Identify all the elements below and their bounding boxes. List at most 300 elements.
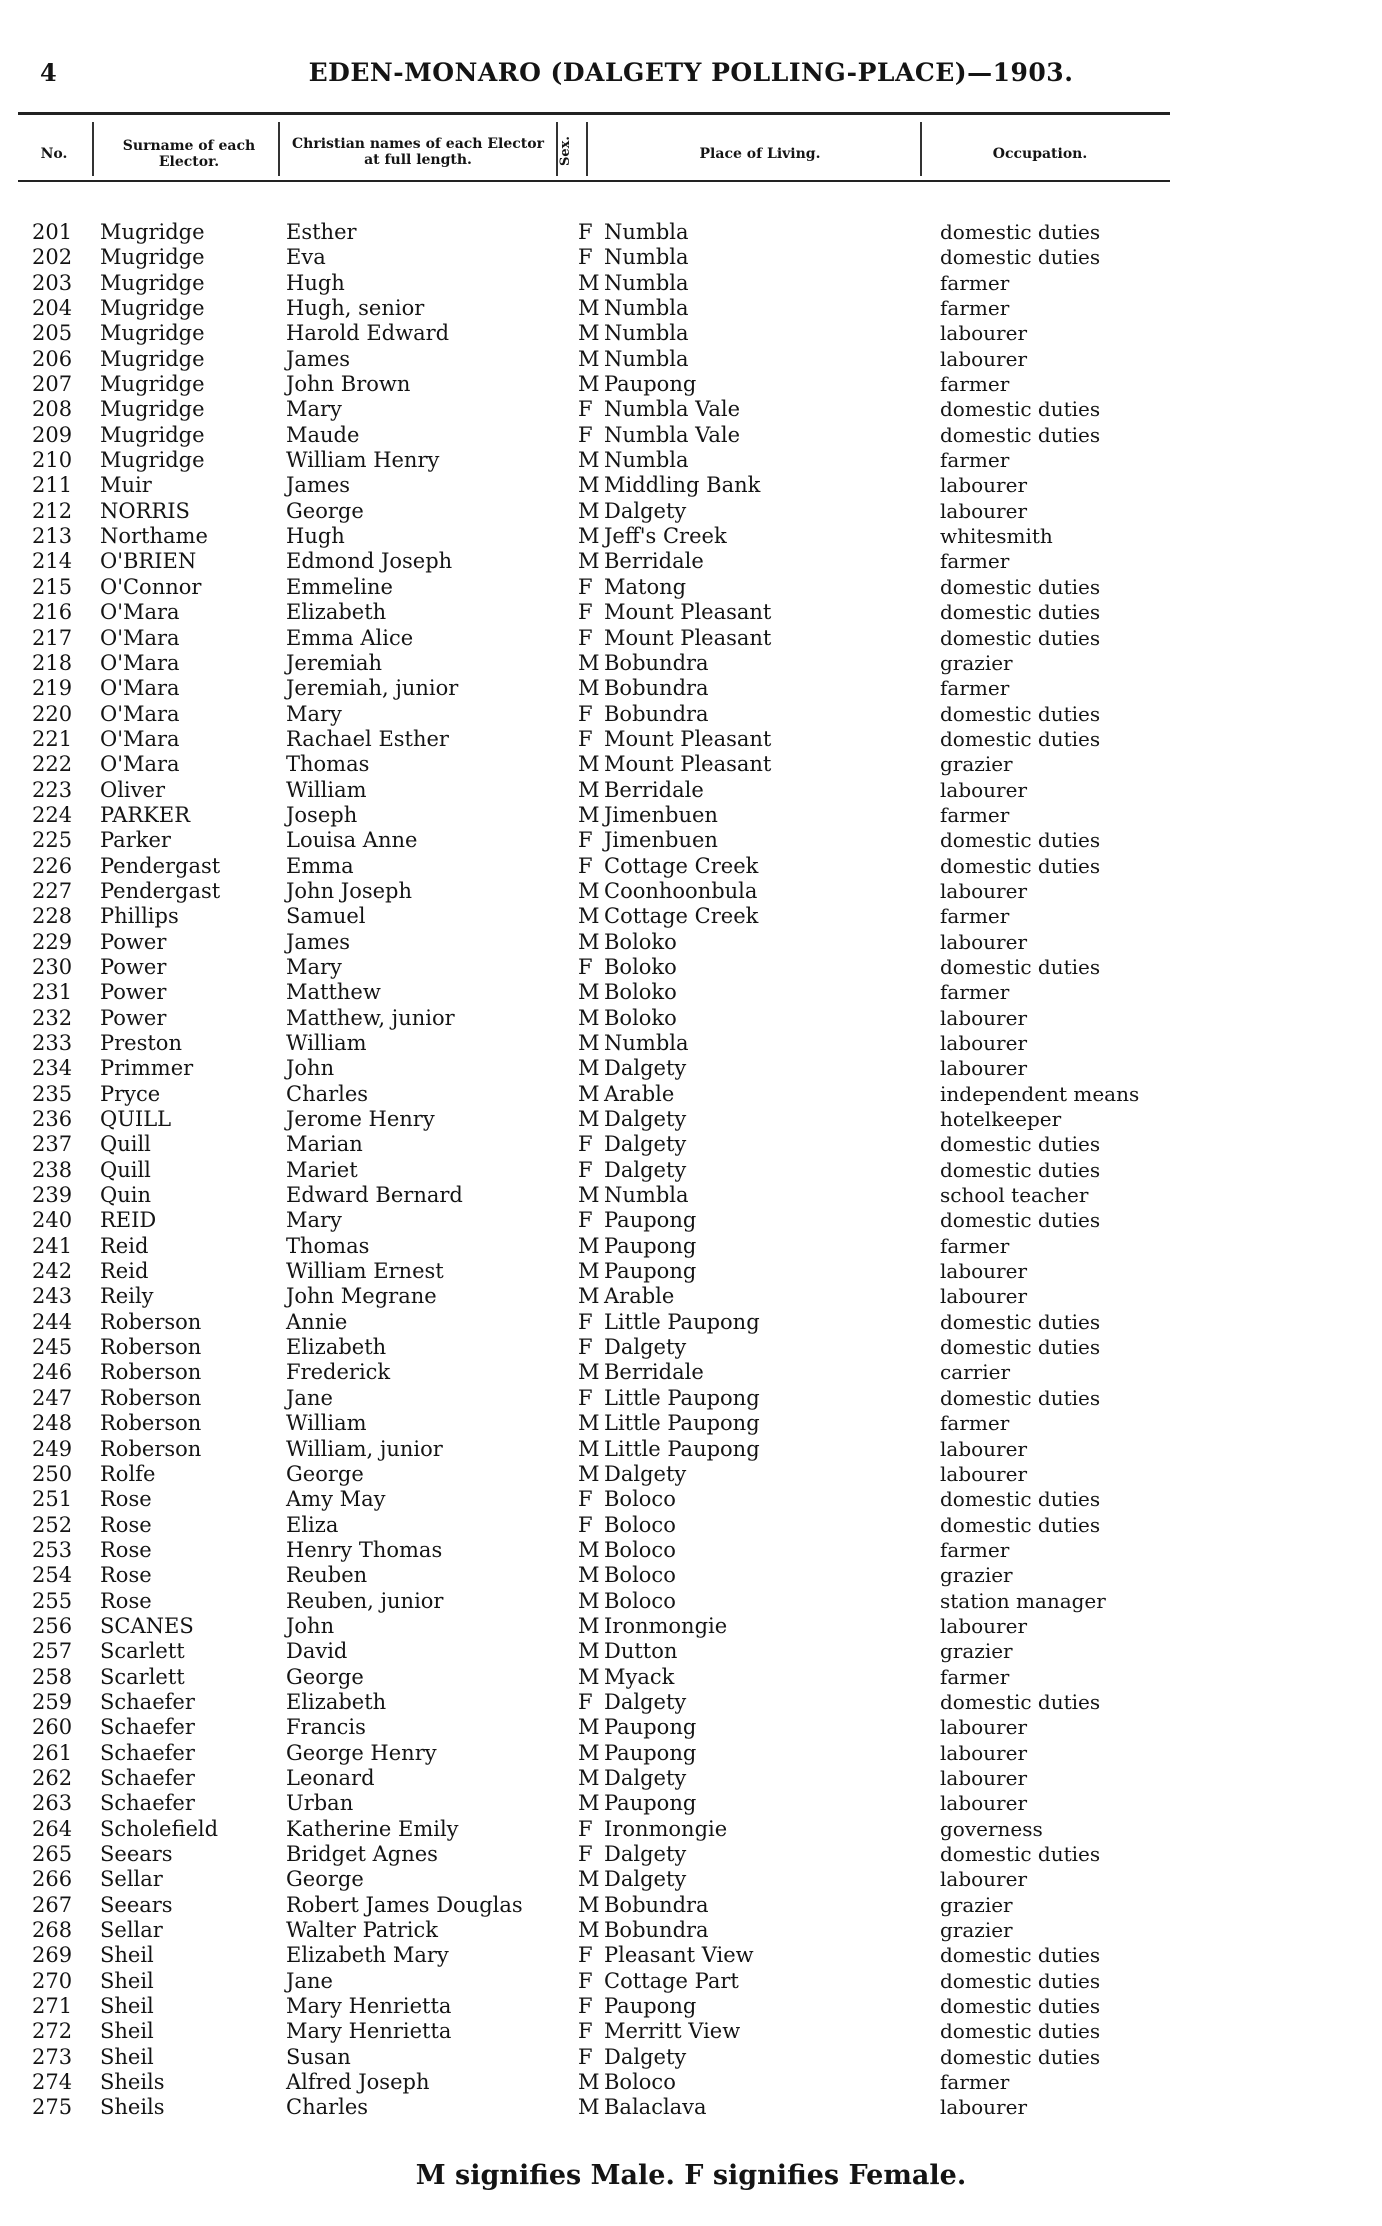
elector-occupation: farmer — [940, 1664, 1010, 1689]
elector-sex: M — [578, 1563, 600, 1588]
elector-christian-names: Emma — [286, 853, 354, 878]
elector-number: 272 — [32, 2019, 73, 2044]
elector-christian-names: Joseph — [286, 802, 358, 827]
table-row — [0, 1310, 1382, 1335]
elector-number: 210 — [32, 448, 73, 473]
elector-number: 249 — [32, 1436, 73, 1461]
elector-surname: Schaefer — [100, 1689, 195, 1714]
elector-sex: F — [578, 1208, 593, 1233]
elector-christian-names: Mariet — [286, 1157, 358, 1182]
elector-occupation: domestic duties — [940, 245, 1101, 270]
column-divider — [278, 122, 280, 176]
elector-surname: Power — [100, 929, 167, 954]
table-row — [0, 778, 1382, 803]
elector-christian-names: James — [286, 346, 351, 371]
elector-christian-names: Esther — [286, 220, 357, 244]
column-divider — [92, 122, 94, 176]
elector-occupation: domestic duties — [940, 1385, 1101, 1410]
elector-place-of-living: Dalgety — [604, 2044, 687, 2069]
elector-number: 204 — [32, 296, 73, 321]
elector-surname: NORRIS — [100, 498, 190, 523]
elector-surname: O'Connor — [100, 574, 202, 599]
header-christian-names: Christian names of each Elector at full length. — [292, 136, 544, 168]
elector-occupation: labourer — [940, 1613, 1028, 1638]
elector-occupation: domestic duties — [940, 600, 1101, 625]
elector-christian-names: Edmond Joseph — [286, 549, 453, 574]
elector-number: 268 — [32, 1918, 73, 1943]
elector-sex: M — [578, 498, 600, 523]
elector-sex: M — [578, 1056, 600, 1081]
table-row — [0, 473, 1382, 498]
elector-occupation: grazier — [940, 1892, 1013, 1917]
table-row — [0, 2070, 1382, 2095]
elector-place-of-living: Numbla — [604, 346, 689, 371]
elector-occupation: farmer — [940, 270, 1010, 295]
elector-christian-names: William — [286, 1031, 367, 1055]
elector-occupation: domestic duties — [940, 625, 1101, 650]
elector-number: 247 — [32, 1385, 73, 1410]
elector-surname: Rose — [100, 1537, 152, 1562]
table-row — [0, 828, 1382, 853]
elector-occupation: labourer — [940, 1056, 1028, 1081]
elector-sex: F — [578, 853, 593, 878]
elector-christian-names: Emmeline — [286, 574, 393, 599]
elector-surname: Quin — [100, 1183, 151, 1208]
elector-place-of-living: Boloko — [604, 929, 677, 954]
elector-sex: F — [578, 1943, 593, 1968]
elector-place-of-living: Boloco — [604, 1512, 676, 1537]
elector-number: 215 — [32, 574, 73, 599]
table-row — [0, 1437, 1382, 1462]
elector-number: 226 — [32, 853, 73, 878]
elector-occupation: labourer — [940, 777, 1028, 802]
elector-sex: F — [578, 1487, 593, 1512]
table-row — [0, 1386, 1382, 1411]
elector-surname: Roberson — [100, 1436, 202, 1461]
elector-place-of-living: Dutton — [604, 1639, 678, 1664]
elector-place-of-living: Berridale — [604, 777, 704, 802]
elector-place-of-living: Boloco — [604, 1537, 676, 1562]
elector-christian-names: Urban — [286, 1791, 354, 1816]
elector-number: 220 — [32, 701, 73, 726]
elector-sex: M — [578, 549, 600, 574]
table-row — [0, 955, 1382, 980]
table-row — [0, 423, 1382, 448]
table-row — [0, 2019, 1382, 2044]
table-row — [0, 499, 1382, 524]
table-row — [0, 1335, 1382, 1360]
elector-sex: M — [578, 1791, 600, 1816]
table-row — [0, 1563, 1382, 1588]
elector-christian-names: Elizabeth Mary — [286, 1943, 449, 1968]
elector-surname: Sheil — [100, 2044, 154, 2069]
elector-occupation: grazier — [940, 650, 1013, 675]
elector-place-of-living: Little Paupong — [604, 1436, 760, 1461]
table-row — [0, 1183, 1382, 1208]
elector-christian-names: Reuben — [286, 1563, 368, 1588]
elector-occupation: labourer — [940, 321, 1028, 346]
elector-surname: Pendergast — [100, 853, 221, 878]
elector-christian-names: John Megrane — [286, 1284, 437, 1309]
elector-surname: Sheil — [100, 1943, 154, 1968]
elector-place-of-living: Paupong — [604, 1715, 697, 1740]
elector-occupation: labourer — [940, 1031, 1028, 1055]
elector-number: 207 — [32, 372, 73, 397]
elector-number: 236 — [32, 1107, 73, 1132]
elector-sex: F — [578, 2044, 593, 2069]
table-row — [0, 1538, 1382, 1563]
elector-surname: Reid — [100, 1259, 149, 1284]
elector-place-of-living: Dalgety — [604, 1132, 687, 1157]
elector-sex: M — [578, 1867, 600, 1892]
elector-place-of-living: Ironmongie — [604, 1613, 728, 1638]
elector-christian-names: Walter Patrick — [286, 1918, 438, 1943]
elector-occupation: domestic duties — [940, 397, 1101, 422]
elector-surname: Primmer — [100, 1056, 194, 1081]
elector-surname: Preston — [100, 1031, 182, 1055]
elector-place-of-living: Numbla — [604, 321, 689, 346]
elector-christian-names: John — [286, 1056, 335, 1081]
table-row — [0, 1867, 1382, 1892]
elector-place-of-living: Paupong — [604, 1740, 697, 1765]
elector-place-of-living: Dalgety — [604, 1107, 687, 1132]
elector-christian-names: Charles — [286, 1081, 369, 1106]
elector-christian-names: Mary — [286, 397, 342, 422]
elector-number: 273 — [32, 2044, 73, 2069]
elector-sex: M — [578, 802, 600, 827]
elector-sex: M — [578, 777, 600, 802]
elector-christian-names: James — [286, 473, 351, 498]
elector-sex: F — [578, 701, 593, 726]
elector-place-of-living: Merritt View — [604, 2019, 741, 2044]
elector-surname: O'Mara — [100, 726, 180, 751]
elector-surname: Mugridge — [100, 220, 205, 244]
table-row — [0, 296, 1382, 321]
elector-surname: Rose — [100, 1563, 152, 1588]
elector-christian-names: Thomas — [286, 752, 370, 777]
elector-number: 228 — [32, 904, 73, 929]
elector-place-of-living: Boloko — [604, 954, 677, 979]
elector-number: 208 — [32, 397, 73, 422]
elector-place-of-living: Little Paupong — [604, 1385, 760, 1410]
elector-number: 275 — [32, 2095, 73, 2120]
elector-christian-names: Jeremiah, junior — [286, 676, 459, 701]
elector-number: 203 — [32, 270, 73, 295]
elector-place-of-living: Dalgety — [604, 1461, 687, 1486]
elector-sex: M — [578, 1411, 600, 1436]
elector-place-of-living: Dalgety — [604, 498, 687, 523]
elector-christian-names: George — [286, 1664, 364, 1689]
elector-occupation: domestic duties — [940, 1208, 1101, 1233]
elector-occupation: grazier — [940, 1918, 1013, 1943]
elector-sex: M — [578, 1918, 600, 1943]
elector-place-of-living: Myack — [604, 1664, 675, 1689]
elector-number: 271 — [32, 1994, 73, 2019]
elector-sex: M — [578, 1588, 600, 1613]
elector-christian-names: Amy May — [286, 1487, 386, 1512]
elector-sex: M — [578, 372, 600, 397]
elector-place-of-living: Cottage Creek — [604, 904, 759, 929]
elector-sex: M — [578, 296, 600, 321]
elector-christian-names: John — [286, 1613, 335, 1638]
elector-christian-names: Reuben, junior — [286, 1588, 444, 1613]
page-number: 4 — [40, 58, 57, 87]
elector-place-of-living: Bobundra — [604, 676, 709, 701]
elector-occupation: domestic duties — [940, 2019, 1101, 2044]
elector-surname: PARKER — [100, 802, 191, 827]
elector-occupation: labourer — [940, 1436, 1028, 1461]
table-row — [0, 1158, 1382, 1183]
table-row — [0, 1766, 1382, 1791]
elector-number: 205 — [32, 321, 73, 346]
elector-place-of-living: Pleasant View — [604, 1943, 754, 1968]
elector-place-of-living: Bobundra — [604, 650, 709, 675]
elector-surname: Oliver — [100, 777, 165, 802]
elector-surname: Mugridge — [100, 448, 205, 473]
elector-number: 269 — [32, 1943, 73, 1968]
elector-occupation: domestic duties — [940, 1512, 1101, 1537]
table-row — [0, 245, 1382, 270]
table-row — [0, 524, 1382, 549]
elector-number: 265 — [32, 1842, 73, 1866]
table-row — [0, 1082, 1382, 1107]
elector-surname: Sheil — [100, 2019, 154, 2044]
elector-christian-names: John Joseph — [286, 878, 413, 903]
elector-occupation: domestic duties — [940, 828, 1101, 853]
elector-christian-names: Charles — [286, 2095, 369, 2120]
elector-sex: M — [578, 878, 600, 903]
elector-christian-names: Eva — [286, 245, 326, 270]
elector-occupation: farmer — [940, 904, 1010, 929]
elector-occupation: farmer — [940, 2070, 1010, 2095]
elector-christian-names: Frederick — [286, 1360, 391, 1385]
elector-surname: Pryce — [100, 1081, 161, 1106]
elector-number: 201 — [32, 220, 73, 244]
elector-number: 259 — [32, 1689, 73, 1714]
elector-place-of-living: Mount Pleasant — [604, 625, 772, 650]
elector-occupation: domestic duties — [940, 1335, 1101, 1360]
elector-occupation: labourer — [940, 498, 1028, 523]
elector-occupation: domestic duties — [940, 701, 1101, 726]
elector-christian-names: Bridget Agnes — [286, 1842, 438, 1866]
elector-surname: Scarlett — [100, 1639, 185, 1664]
elector-number: 223 — [32, 777, 73, 802]
table-row — [0, 854, 1382, 879]
elector-sex: M — [578, 1639, 600, 1664]
elector-place-of-living: Matong — [604, 574, 687, 599]
elector-number: 212 — [32, 498, 73, 523]
elector-number: 270 — [32, 1968, 73, 1993]
elector-place-of-living: Paupong — [604, 1233, 697, 1258]
elector-surname: Sheil — [100, 1994, 154, 2019]
elector-christian-names: Henry Thomas — [286, 1537, 443, 1562]
elector-place-of-living: Mount Pleasant — [604, 600, 772, 625]
elector-sex: M — [578, 1284, 600, 1309]
elector-christian-names: Matthew — [286, 980, 381, 1005]
elector-place-of-living: Dalgety — [604, 1867, 687, 1892]
elector-christian-names: Harold Edward — [286, 321, 450, 346]
elector-surname: Phillips — [100, 904, 179, 929]
elector-sex: F — [578, 2019, 593, 2044]
elector-sex: M — [578, 473, 600, 498]
elector-place-of-living: Numbla — [604, 245, 689, 270]
elector-number: 206 — [32, 346, 73, 371]
elector-sex: F — [578, 1816, 593, 1841]
elector-place-of-living: Dalgety — [604, 1842, 687, 1866]
table-row — [0, 600, 1382, 625]
elector-christian-names: Alfred Joseph — [286, 2070, 430, 2095]
elector-number: 267 — [32, 1892, 73, 1917]
header-occupation: Occupation. — [992, 146, 1088, 162]
elector-number: 266 — [32, 1867, 73, 1892]
elector-number: 230 — [32, 954, 73, 979]
elector-occupation: labourer — [940, 346, 1028, 371]
elector-occupation: domestic duties — [940, 1157, 1101, 1182]
table-row — [0, 1969, 1382, 1994]
elector-place-of-living: Boloko — [604, 1005, 677, 1030]
elector-number: 240 — [32, 1208, 73, 1233]
elector-number: 213 — [32, 524, 73, 549]
elector-place-of-living: Boloco — [604, 1563, 676, 1588]
elector-place-of-living: Paupong — [604, 372, 697, 397]
header-surname: Surname of each Elector. — [122, 138, 256, 170]
elector-place-of-living: Numbla — [604, 270, 689, 295]
elector-surname: Quill — [100, 1132, 151, 1157]
elector-christian-names: Jeremiah — [286, 650, 382, 675]
electors-list — [0, 220, 1382, 2121]
elector-sex: M — [578, 1107, 600, 1132]
table-row — [0, 980, 1382, 1005]
table-row — [0, 1918, 1382, 1943]
elector-sex: F — [578, 422, 593, 447]
elector-sex: M — [578, 321, 600, 346]
elector-number: 262 — [32, 1765, 73, 1790]
table-row — [0, 549, 1382, 574]
elector-occupation: farmer — [940, 448, 1010, 473]
elector-place-of-living: Dalgety — [604, 1765, 687, 1790]
elector-place-of-living: Mount Pleasant — [604, 752, 772, 777]
elector-sex: M — [578, 1664, 600, 1689]
elector-place-of-living: Dalgety — [604, 1056, 687, 1081]
elector-christian-names: Robert James Douglas — [286, 1892, 523, 1917]
elector-surname: Sheils — [100, 2070, 165, 2095]
elector-sex: M — [578, 650, 600, 675]
elector-place-of-living: Arable — [604, 1284, 675, 1309]
elector-place-of-living: Numbla — [604, 296, 689, 321]
column-divider — [586, 122, 588, 176]
elector-surname: Rose — [100, 1588, 152, 1613]
elector-christian-names: Elizabeth — [286, 1689, 387, 1714]
elector-christian-names: James — [286, 929, 351, 954]
elector-place-of-living: Numbla — [604, 220, 689, 244]
elector-number: 254 — [32, 1563, 73, 1588]
elector-surname: Scarlett — [100, 1664, 185, 1689]
elector-christian-names: Matthew, junior — [286, 1005, 455, 1030]
elector-place-of-living: Cottage Creek — [604, 853, 759, 878]
elector-number: 225 — [32, 828, 73, 853]
elector-christian-names: Mary Henrietta — [286, 1994, 452, 2019]
elector-surname: Sellar — [100, 1867, 163, 1892]
elector-occupation: farmer — [940, 802, 1010, 827]
elector-number: 242 — [32, 1259, 73, 1284]
table-row — [0, 1107, 1382, 1132]
elector-surname: O'Mara — [100, 676, 180, 701]
elector-christian-names: William — [286, 1411, 367, 1436]
elector-occupation: grazier — [940, 752, 1013, 777]
elector-occupation: labourer — [940, 1740, 1028, 1765]
elector-sex: F — [578, 1968, 593, 1993]
elector-occupation: labourer — [940, 1791, 1028, 1816]
elector-sex: M — [578, 752, 600, 777]
elector-number: 218 — [32, 650, 73, 675]
elector-place-of-living: Balaclava — [604, 2095, 707, 2120]
elector-number: 211 — [32, 473, 73, 498]
header-sex: Sex. — [558, 136, 573, 166]
table-row — [0, 1893, 1382, 1918]
table-row — [0, 1639, 1382, 1664]
elector-place-of-living: Dalgety — [604, 1689, 687, 1714]
table-row — [0, 1284, 1382, 1309]
elector-number: 248 — [32, 1411, 73, 1436]
elector-sex: M — [578, 2095, 600, 2120]
elector-sex: M — [578, 524, 600, 549]
elector-surname: Scholefield — [100, 1816, 219, 1841]
elector-sex: M — [578, 1360, 600, 1385]
elector-occupation: hotelkeeper — [940, 1107, 1062, 1132]
elector-occupation: domestic duties — [940, 726, 1101, 751]
elector-sex: M — [578, 346, 600, 371]
elector-number: 237 — [32, 1132, 73, 1157]
elector-place-of-living: Boloko — [604, 980, 677, 1005]
elector-christian-names: Katherine Emily — [286, 1816, 459, 1841]
elector-occupation: farmer — [940, 372, 1010, 397]
elector-place-of-living: Ironmongie — [604, 1816, 728, 1841]
elector-sex: F — [578, 1994, 593, 2019]
elector-surname: Reily — [100, 1284, 154, 1309]
elector-occupation: domestic duties — [940, 574, 1101, 599]
elector-number: 217 — [32, 625, 73, 650]
elector-number: 258 — [32, 1664, 73, 1689]
elector-sex: M — [578, 1031, 600, 1055]
table-row — [0, 930, 1382, 955]
elector-number: 251 — [32, 1487, 73, 1512]
elector-surname: Schaefer — [100, 1791, 195, 1816]
table-row — [0, 1462, 1382, 1487]
elector-place-of-living: Numbla — [604, 1031, 689, 1055]
elector-christian-names: Susan — [286, 2044, 351, 2069]
elector-surname: O'Mara — [100, 701, 180, 726]
elector-sex: F — [578, 1512, 593, 1537]
elector-place-of-living: Numbla — [604, 1183, 689, 1208]
elector-surname: Mugridge — [100, 372, 205, 397]
elector-occupation: labourer — [940, 878, 1028, 903]
table-row — [0, 1056, 1382, 1081]
elector-sex: M — [578, 2070, 600, 2095]
elector-place-of-living: Dalgety — [604, 1157, 687, 1182]
elector-surname: Mugridge — [100, 245, 205, 270]
table-row — [0, 1614, 1382, 1639]
elector-christian-names: George Henry — [286, 1740, 437, 1765]
table-row — [0, 702, 1382, 727]
elector-number: 227 — [32, 878, 73, 903]
table-row — [0, 2095, 1382, 2120]
header-bottom-rule — [18, 180, 1170, 182]
elector-number: 257 — [32, 1639, 73, 1664]
elector-christian-names: George — [286, 1461, 364, 1486]
elector-place-of-living: Cottage Part — [604, 1968, 739, 1993]
elector-sex: M — [578, 1892, 600, 1917]
table-row — [0, 1741, 1382, 1766]
